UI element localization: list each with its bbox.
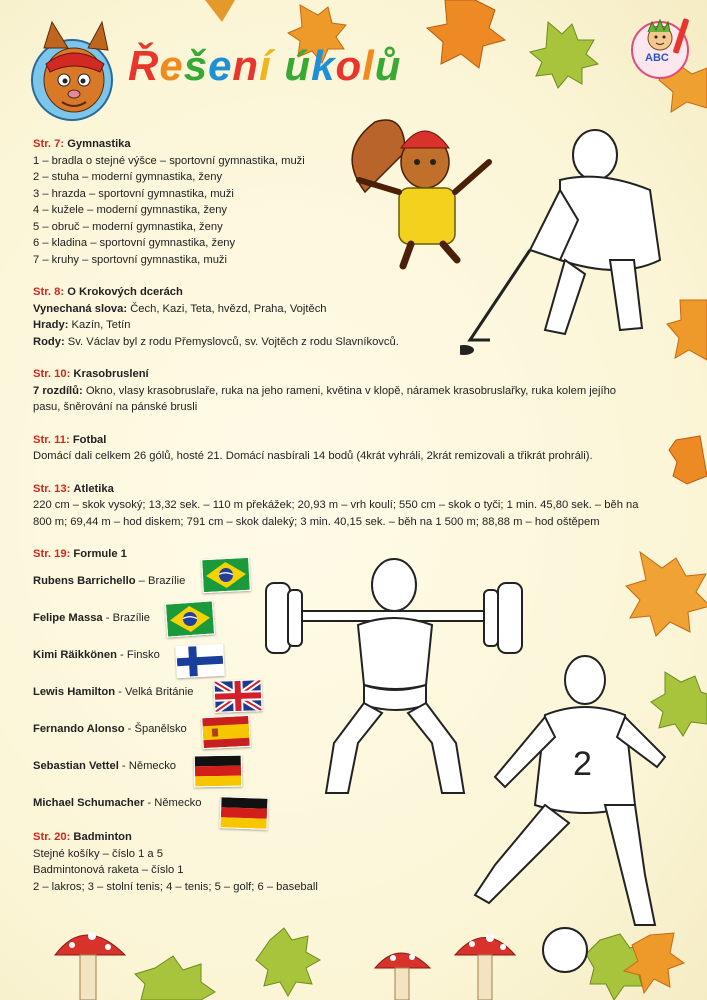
list-item: Badmintonová raketa – číslo 1 <box>33 864 184 876</box>
list-item: 1 – bradla o stejné výšce – sportovní gymnastika, muži <box>33 154 305 167</box>
driver-separator: - <box>102 612 113 624</box>
title-letter: e <box>159 42 184 89</box>
germany-flag-icon <box>219 796 268 830</box>
title-letter <box>272 42 285 90</box>
title-letter: n <box>232 42 260 89</box>
driver-country: Německo <box>128 760 177 772</box>
section-label: Str. 8: <box>33 286 65 298</box>
driver-name: Michael Schumacher <box>33 797 145 809</box>
driver-separator: - <box>116 649 127 661</box>
driver-row <box>33 797 202 809</box>
jersey-number: 2 <box>573 745 592 783</box>
list-item: 7 – kruhy – sportovní gymnastika, muži <box>33 253 228 266</box>
driver-country: Německo <box>154 797 202 809</box>
row-text: Okno, vlasy krasobruslaře, ruka na jeho rameni, květina v klopě, náramek krasobruslařky, ruka kolem jejího pasu, šněrování na pánské brusli <box>33 384 617 413</box>
section-fotbal <box>33 432 673 465</box>
row-key: Vynechaná slova: <box>33 302 128 315</box>
section-label: Str. 11: <box>33 433 70 446</box>
section-badminton <box>33 829 318 895</box>
abc-badge-label: ABC <box>645 52 669 64</box>
section-krokove-dcery <box>33 284 673 350</box>
title-letter: ú <box>284 42 312 89</box>
squirrel-logo-icon <box>22 18 122 128</box>
section-title: Krasobruslení <box>73 368 149 380</box>
row-text: Čech, Kazi, Teta, hvězd, Praha, Vojtěch <box>127 302 327 315</box>
driver-separator: - <box>144 797 155 809</box>
driver-country: Finsko <box>126 649 160 661</box>
list-item: 2 – lakros; 3 – stolní tenis; 4 – tenis; 5 – golf; 6 – baseball <box>33 880 318 893</box>
section-label: Str. 10: <box>33 368 71 380</box>
driver-separator: - <box>118 760 129 772</box>
title-letter: í <box>259 42 272 89</box>
list-item: Stejné košíky – číslo 1 a 5 <box>33 847 163 860</box>
abc-kid-badge-icon <box>628 10 694 80</box>
section-title: Gymnastika <box>67 138 131 150</box>
driver-name: Felipe Massa <box>33 612 103 624</box>
section-label: Str. 20: <box>33 831 71 843</box>
row-key: Hrady: <box>33 319 69 331</box>
driver-name: Rubens Barrichello <box>33 575 136 587</box>
section-atletika <box>33 481 673 531</box>
section-text: Domácí dali celkem 26 gólů, hosté 21. Domácí nasbírali 14 bodů (4krát vyhráli, 2krát remizovali a třikrát prohráli). <box>33 450 593 462</box>
driver-country: Velká Británie <box>125 686 194 698</box>
solutions-content <box>33 136 673 563</box>
driver-row <box>33 760 176 772</box>
driver-country: Španělsko <box>134 723 187 735</box>
title-letter: k <box>311 42 336 89</box>
brazil-flag-icon <box>165 600 215 637</box>
section-krasobrusleni <box>33 366 673 416</box>
section-formule-1-heading <box>33 546 673 563</box>
driver-country: Brazílie <box>148 575 186 587</box>
driver-separator: - <box>124 723 135 735</box>
title-letter: o <box>335 42 363 89</box>
brazil-flag-icon <box>201 557 251 593</box>
list-item: 5 – obruč – moderní gymnastika, ženy <box>33 220 223 233</box>
row-key: 7 rozdílů: <box>33 384 83 397</box>
page-title <box>128 42 401 90</box>
united-kingdom-flag-icon <box>213 679 262 713</box>
section-label: Str. 7: <box>33 138 65 150</box>
section-title: Formule 1 <box>73 548 127 560</box>
section-text: 220 cm – skok vysoký; 13,32 sek. – 110 m překážek; 20,93 m – vrh koulí; 550 cm – skok o tyči; 1 min. 45,80 sek. – běh na 800 m; 69,44 m – hod diskem; 791 cm – skok daleký; 3 min. 40,15 sek. – běh na 1 500 m; 88,88 m – hod oštěpem <box>33 499 639 528</box>
driver-name: Sebastian Vettel <box>33 760 119 772</box>
driver-row <box>33 723 187 735</box>
section-title: Badminton <box>73 831 132 843</box>
germany-flag-icon <box>194 755 243 788</box>
title-letter: l <box>362 42 375 89</box>
row-text: Sv. Václav byl z rodu Přemyslovců, sv. Vojtěch z rodu Slavníkovců. <box>64 335 399 348</box>
section-label: Str. 13: <box>33 482 71 495</box>
finland-flag-icon <box>175 644 225 678</box>
title-letter: Ř <box>128 42 160 89</box>
driver-name: Lewis Hamilton <box>33 686 116 698</box>
section-title: O Krokových dcerách <box>67 286 183 298</box>
driver-separator: – <box>135 575 149 587</box>
driver-separator: - <box>115 686 126 698</box>
title-letter: e <box>208 42 233 89</box>
section-title: Atletika <box>73 482 114 495</box>
spain-flag-icon <box>201 715 251 749</box>
list-item: 2 – stuha – moderní gymnastika, ženy <box>33 171 223 183</box>
driver-row <box>33 686 193 698</box>
row-text: Kazín, Tetín <box>68 319 131 331</box>
section-gymnastika <box>33 136 673 268</box>
driver-country: Brazílie <box>112 612 150 624</box>
driver-row <box>33 649 160 661</box>
title-letter: š <box>183 42 209 89</box>
section-label: Str. 19: <box>33 548 71 560</box>
section-title: Fotbal <box>72 433 107 446</box>
title-letter: ů <box>374 42 402 89</box>
list-item: 4 – kužele – moderní gymnastika, ženy <box>33 204 228 216</box>
driver-name: Fernando Alonso <box>33 723 125 735</box>
driver-row <box>33 575 185 587</box>
list-item: 6 – kladina – sportovní gymnastika, ženy <box>33 237 236 249</box>
driver-name: Kimi Räikkönen <box>33 649 117 661</box>
list-item: 3 – hrazda – sportovní gymnastika, muži <box>33 187 234 200</box>
driver-row <box>33 612 150 624</box>
row-key: Rody: <box>33 335 65 348</box>
football-player-illustration <box>465 645 695 975</box>
